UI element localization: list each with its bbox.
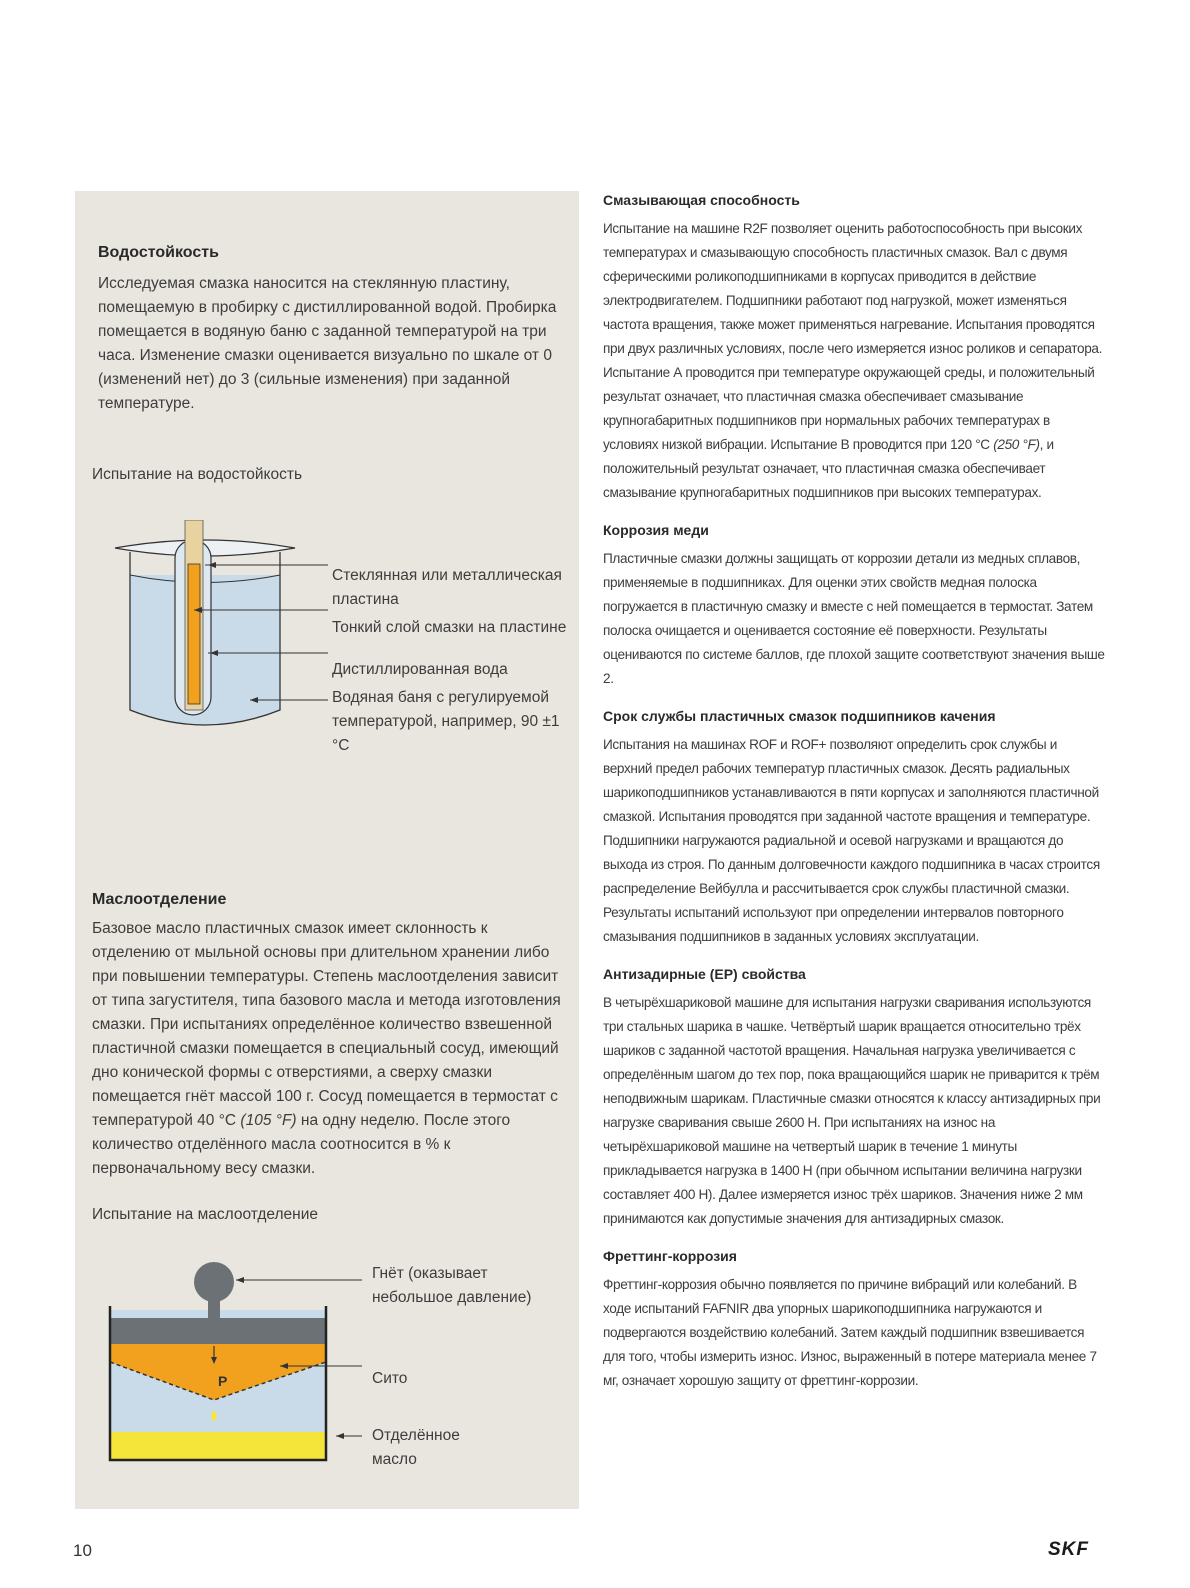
lubricity-heading: Смазывающая способность <box>603 192 800 208</box>
label-water-bath: Водяная баня с регулируемой температурой, например, 90 ±1 °C <box>332 689 560 754</box>
skf-logo <box>1048 1539 1110 1559</box>
separated-oil <box>110 1432 326 1460</box>
page-number: 10 <box>73 1541 92 1560</box>
label-weight: Гнёт (оказывает небольшое давление) <box>372 1265 532 1306</box>
oil-separation-heading: Маслоотделение <box>92 891 227 908</box>
fretting-heading: Фреттинг-коррозия <box>603 1248 737 1264</box>
ep-properties-heading: Антизадирные (EP) свойства <box>603 966 806 982</box>
water-diagram-leaders <box>190 520 330 760</box>
lubricity-body: Испытание на машине R2F позволяет оценить работоспособность при высоких температурах и смазывающую способность пластичных смазок. Вал с двумя сферическими роликоподшипниками в корпусах приводится в действие электродвигателем. Подшипники работают под нагрузкой, может изменяться частота вращения, также может применяться нагревание. Испытания проводятся при двух различных условиях, после чего измеряется износ роликов и сепаратора. Испытание А проводится при температуре окружающей среды, и положительный результат означает, что пластичная смазка обеспечивает смазывание крупногабаритных подшипников при нормальных рабочих температурах в условиях низкой вибрации. Испытание В проводится при 120 °C (250 °F), и положительный результат означает, что пластичная смазка обеспечивает смазывание крупногабаритных подшипников при высоких температурах. <box>603 221 1103 500</box>
oil-separation-body: Базовое масло пластичных смазок имеет склонность к отделению от мыльной основы при длительном хранении либо при повышении температуры. Степень маслоотделения зависит от типа загустителя, типа базового масла и метода изготовления смазки. При испытаниях определённое количество взвешенной пластичной смазки помещается в специальный сосуд, имеющий дно конической формы с отверстиями, а сверху смазки помещается гнёт массой 100 г. Сосуд помещается в термостат с температурой 40 °C (105 °F) на одну неделю. После этого количество отделённого масла соотносится в % к первоначальному весу смазки. <box>92 920 561 1177</box>
oil-drop <box>212 1411 217 1421</box>
weight-knob <box>194 1262 234 1302</box>
label-sieve: Сито <box>372 1370 408 1387</box>
ep-properties-body: В четырёхшариковой машине для испытания нагрузки сваривания используются три стальных шарика в чашке. Четвёртый шарик вращается относительно трёх шариков с заданной частотой вращения. Начальная нагрузка увеличивается с определённым шагом до тех пор, пока вращающийся шарик не приварится к трём неподвижным шарикам. Пластичные смазки относятся к классу антизадирных при нагрузке сваривания свыше 2600 Н. При испытаниях на износ на четырёхшариковой машине на четвертый шарик в течение 1 минуты прикладывается нагрузка в 1400 Н (при обычном испытании величина нагрузки составляет 400 Н). Далее измеряется износ трёх шариков. Значения ниже 2 мм принимаются как допустимые значения для антизадирных смазок. <box>603 995 1101 1226</box>
oil-figure-caption: Испытание на маслоотделение <box>92 1206 318 1223</box>
right-column <box>603 192 1108 1410</box>
copper-corrosion-body: Пластичные смазки должны защищать от коррозии детали из медных сплавов, применяемые в подшипниках. Для оценки этих свойств медная полоска погружается в пластичную смазку и вместе с ней помещается в термостат. Затем полоска очищается и оценивается состояние её поверхности. Результаты оцениваются по системе баллов, где плохой защите соответствуют значения выше 2. <box>603 551 1105 686</box>
weight-plate <box>110 1318 326 1344</box>
label-distilled-water: Дистиллированная вода <box>332 661 508 678</box>
label-plate: Стеклянная или металлическая пластина <box>332 567 562 608</box>
water-resistance-body: Исследуемая смазка наносится на стеклянную пластину, помещаемую в пробирку с дистиллированной водой. Пробирка помещается в водяную баню с заданной температурой на три часа. Изменение смазки оценивается визуально по шкале от 0 (изменений нет) до 3 (сильные изменения) при заданной температуре. <box>98 275 557 412</box>
grease-life-heading: Срок службы пластичных смазок подшипников качения <box>603 708 996 724</box>
grease-life-body: Испытания на машинах ROF и ROF+ позволяют определить срок службы и верхний предел рабочих температур пластичных смазок. Десять радиальных шарикоподшипников устанавливаются в пяти корпусах и заполняются пластичной смазкой. Испытания проводятся при заданной частоте вращения и температуре. Подшипники нагружаются радиальной и осевой нагрузками и вращаются до выхода из строя. По данным долговечности каждого подшипника в часах строится распределение Вейбулла и рассчитывается срок службы пластичной смазки. Результаты испытаний используют при определении интервалов повторного смазывания подшипников в заданных условиях эксплуатации. <box>603 737 1100 944</box>
water-resistance-heading: Водостойкость <box>98 244 219 261</box>
label-separated-oil: Отделённое масло <box>372 1427 460 1468</box>
svg-text:SKF: SKF <box>1048 1539 1089 1559</box>
fretting-body: Фреттинг-коррозия обычно появляется по причине вибраций или колебаний. В ходе испытаний FAFNIR два упорных шарикоподшипника нагружаются и подвергаются воздействию колебаний. Затем каждый подшипник взвешивается для того, чтобы измерить износ. Износ, выраженный в потере материала менее 7 мг, означает хорошую защиту от фреттинг-коррозии. <box>603 1277 1097 1388</box>
water-figure-caption: Испытание на водостойкость <box>92 466 303 483</box>
copper-corrosion-heading: Коррозия меди <box>603 522 709 538</box>
pressure-label: P <box>218 1373 228 1389</box>
label-grease-film: Тонкий слой смазки на пластине <box>332 619 567 636</box>
